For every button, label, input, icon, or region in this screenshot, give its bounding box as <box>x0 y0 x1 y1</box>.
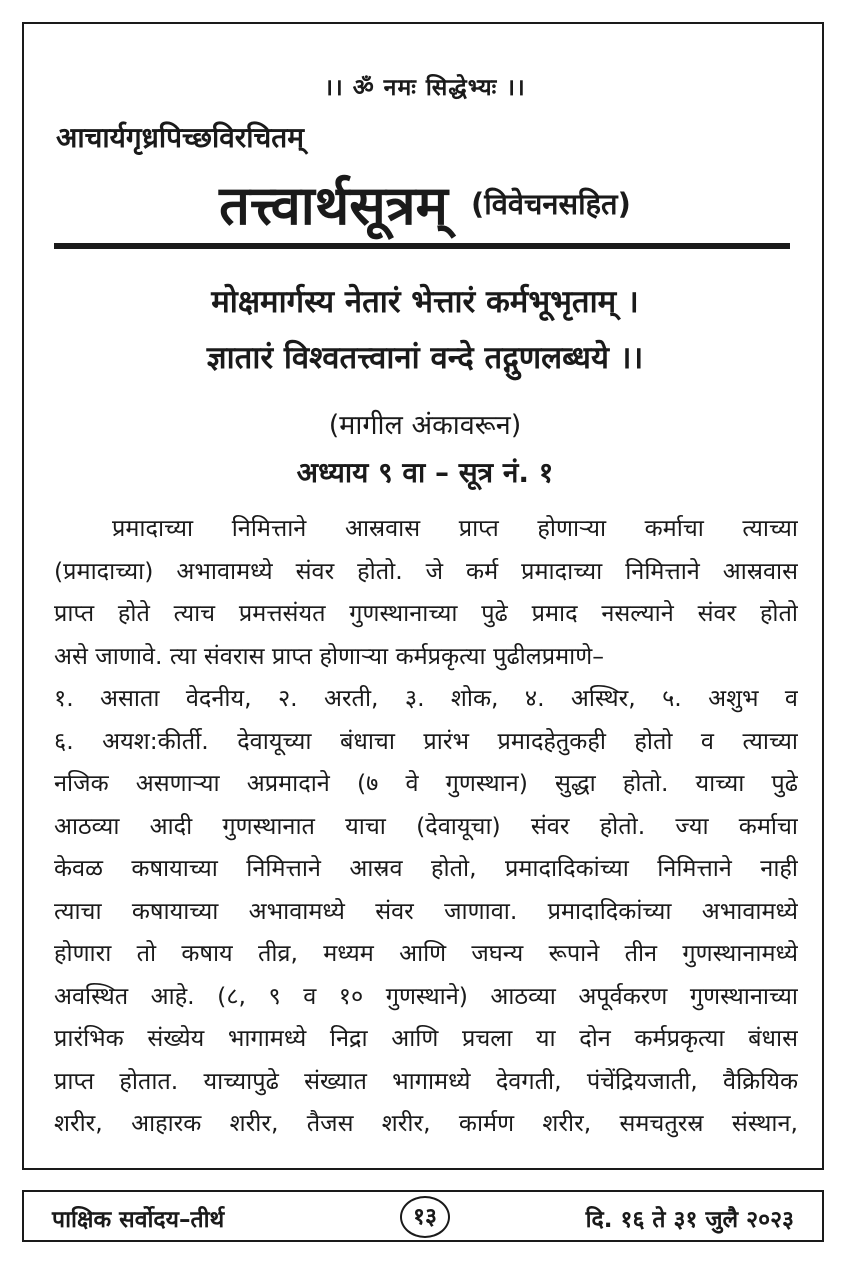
body-line: प्रमादाच्या निमित्ताने आस्रवास प्राप्त होणाऱ्या कर्माचा त्याच्या <box>112 514 798 542</box>
invocation: ।। ॐ नमः सिद्धेभ्यः ।। <box>324 75 526 101</box>
body-line: होणारा तो कषाय तीव्र, मध्यम आणि जघन्य रूपाने तीन गुणस्थानामध्ये <box>54 939 798 967</box>
body-line: प्राप्त होतात. याच्यापुढे संख्यात भागामध्ये देवगती, पंचेंद्रियजाती, वैक्रियिक <box>54 1066 798 1095</box>
body-line: असे जाणावे. त्या संवरास प्राप्त होणाऱ्या कर्मप्रकृत्या पुढीलप्रमाणे– <box>54 641 604 670</box>
body-line: १. असाता वेदनीय, २. अरती, ३. शोक, ४. अस्थिर, ५. अशुभ व <box>54 684 798 712</box>
body-line: केवळ कषायाच्या निमित्ताने आस्रव होतो, प्रमादादिकांच्या निमित्ताने नाही <box>54 854 798 882</box>
body-line: प्रारंभिक संख्येय भागामध्ये निद्रा आणि प्रचला या दोन कर्मप्रकृत्या बंधास <box>54 1024 798 1052</box>
body-line: शरीर, आहारक शरीर, तैजस शरीर, कार्मण शरीर, समचतुरस्र संस्थान, <box>54 1109 798 1137</box>
verse-line-2: ज्ञातारं विश्वतत्त्वानां वन्दे तद्गुणलब्धये ।। <box>206 340 644 376</box>
title-divider <box>54 243 790 249</box>
book-title: तत्त्वार्थसूत्रम् <box>219 174 448 237</box>
chapter-heading: अध्याय ९ वा – सूत्र नं. १ <box>296 456 554 489</box>
body-line: प्राप्त होते त्याच प्रमत्तसंयत गुणस्थानाच्या पुढे प्रमाद नसल्याने संवर होतो <box>54 599 798 627</box>
page-number: १३ <box>400 1196 450 1238</box>
body-line: त्याचा कषायाच्या अभावामध्ये संवर जाणावा. प्रमादादिकांच्या अभावामध्ये <box>54 896 798 925</box>
book-subtitle: (विवेचनसहित) <box>471 186 631 221</box>
author-line: आचार्यगृध्रपिच्छविरचितम् <box>56 121 304 154</box>
verse-line-1: मोक्षमार्गस्य नेतारं भेत्तारं कर्मभूभृताम् । <box>211 284 639 320</box>
body-line: ६. अयश:कीर्ती. देवायूच्या बंधाचा प्रारंभ प्रमादहेतुकही होतो व त्याच्या <box>54 726 798 755</box>
continued-note: (मागील अंकावरून) <box>328 410 522 441</box>
publication-name: पाक्षिक सर्वोदय–तीर्थ <box>52 1207 225 1233</box>
body-line: आठव्या आदी गुणस्थानात याचा (देवायूचा) संवर होतो. ज्या कर्माचा <box>54 811 798 840</box>
title-row <box>0 166 850 240</box>
body-line: अवस्थित आहे. (८, ९ व १० गुणस्थाने) आठव्या अपूर्वकरण गुणस्थानाच्या <box>54 981 798 1010</box>
page-footer <box>22 1190 824 1242</box>
body-line: नजिक असणाऱ्या अप्रमादाने (७ वे गुणस्थान) सुद्धा होतो. याच्या पुढे <box>54 769 798 797</box>
issue-date: दि. १६ ते ३१ जुलै २०२३ <box>585 1207 794 1233</box>
body-text <box>54 507 798 1145</box>
body-line: (प्रमादाच्या) अभावामध्ये संवर होतो. जे कर्म प्रमादाच्या निमित्ताने आस्रवास <box>54 556 798 585</box>
